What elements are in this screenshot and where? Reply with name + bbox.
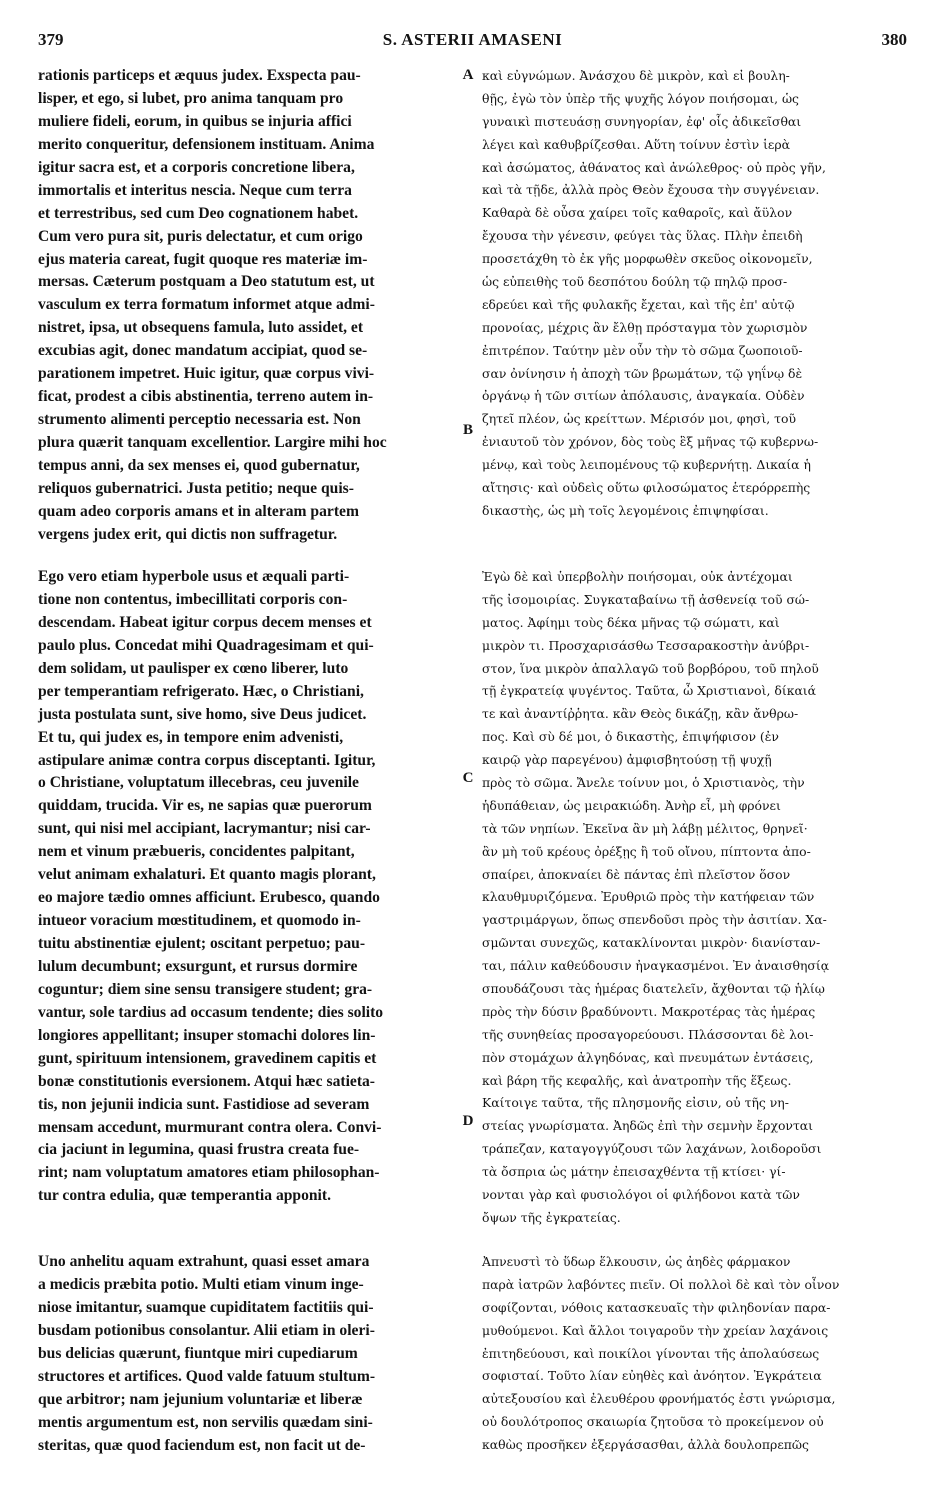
text-line: lulum decumbunt; exsurgunt, et rursus dormire — [38, 957, 358, 975]
text-line: πρὸς τὸ σῶμα. Ἄνελε τοίνυν μοι, ὁ Χριστιανὸς, τὴν — [482, 775, 805, 791]
text-line: πος. Καὶ σὺ δέ μοι, ὁ δικαστὴς, ἐπιψήφισον (ἐν — [482, 729, 779, 745]
text-line: ὀργάνῳ ἡ τῶν σιτίων ἀπόλαυσις, ἀναγκαία. Οὐδὲν — [482, 388, 805, 404]
text-line: κλαυθμυριζόμενα. Ἐρυθριῶ πρὸς τὴν κατήφειαν τῶν — [482, 889, 815, 905]
text-line: bonæ constitutionis eversionem. Atqui hæc satieta- — [38, 1072, 376, 1090]
text-line: igitur sacra est, et a corporis concretione libera, — [38, 158, 355, 176]
greek-paragraph-1 — [482, 65, 906, 523]
text-line: dem solidam, ut paulisper ex cœno liberer, luto — [38, 659, 349, 677]
text-line: tempus anni, da sex menses ei, quod gubernatur, — [38, 456, 360, 474]
text-line: Καίτοιγε ταῦτα, τῆς πλησμονῆς εἰσιν, οὐ τῆς νη- — [482, 1095, 789, 1111]
text-line: τῆς ἰσομοιρίας. Συγκαταβαίνω τῇ ἀσθενείᾳ τοῦ σώ- — [482, 591, 810, 607]
text-line: nem et vinum præbueris, concidentes palpitant, — [38, 843, 355, 861]
text-line: ficat, prodest a cibis abstinentia, terreno autem in- — [38, 388, 374, 406]
text-line: parationem impetret. Huic igitur, quæ corpus vivi- — [38, 365, 375, 383]
text-line: ζητεῖ πλέον, ὡς κρείττων. Μέρισόν μοι, φησὶ, τοῦ — [482, 411, 797, 427]
text-line: bus delicias quærunt, fiuntque miri cupediarum — [38, 1344, 358, 1362]
text-line: steritas, quæ quod faciendum est, non facit ut de- — [38, 1436, 366, 1454]
text-line: καιρῷ γὰρ παρεγένου) ἀμφισβητούσῃ τῇ ψυχῇ — [482, 752, 772, 768]
text-line: Καθαρὰ δὲ οὖσα χαίρει τοῖς καθαροῖς, καὶ ἄϋλον — [482, 205, 793, 221]
text-line: εδρεύει καὶ τῆς φυλακῆς ἔχεται, καὶ τῆς ἐπ' αὐτῷ — [482, 296, 795, 312]
text-line: καὶ τὰ τῇδε, ἀλλὰ πρὸς Θεὸν ἔχουσα τὴν συγγένειαν. — [482, 182, 820, 198]
text-line: tis, non jejunii indicia sunt. Fastidiose ad severam — [38, 1095, 370, 1113]
running-header — [38, 30, 907, 58]
text-line: tione non contentus, imbecillitati corporis con- — [38, 590, 348, 608]
text-line: nistret, ipsa, ut obsequens famula, luto assidet, et — [38, 319, 364, 337]
text-line: μυθούμενοι. Καὶ ἄλλοι τοιγαροῦν τὴν χρείαν λαχάνοις — [482, 1322, 829, 1338]
text-line: καθὼς προσῆκεν ἐξεργάσασθαι, ἀλλὰ δουλοπρεπῶς — [482, 1437, 809, 1453]
text-line: excubias agit, donec mandatum accipiat, quod se- — [38, 342, 368, 360]
text-line: per temperantiam refrigerato. Hæc, o Christiani, — [38, 682, 364, 700]
text-line: tur contra edulia, quæ temperantia apponit. — [38, 1187, 331, 1205]
text-line: σοφισταί. Τοῦτο λίαν εὐηθὲς καὶ ἀνόητον. Ἐγκράτεια — [482, 1368, 822, 1384]
text-line: ἐπιτηδεύουσι, καὶ ποικίλοι γίνονται τῆς ἀπολαύσεως — [482, 1345, 820, 1361]
text-line: τὰ ὄσπρια ὡς μάτην ἐπεισαχθέντα τῇ κτίσει· γί- — [482, 1164, 786, 1180]
text-line: καὶ βάρη τῆς κεφαλῆς, καὶ ἀνατροπὴν τῆς ἕξεως. — [482, 1072, 792, 1088]
text-line: προνοίας, μέχρις ἂν ἔλθῃ πρόσταγμα τὸν χωρισμὸν — [482, 319, 808, 335]
text-line: coguntur; diem sine sensu transigere student; gra- — [38, 980, 373, 998]
text-line: astipulare animæ contra corpus disceptanti. Igitur, — [38, 751, 376, 769]
text-line: quiddam, trucida. Vir es, ne sapias quæ puerorum — [38, 797, 372, 815]
text-line: τὰ τῶν νηπίων. Ἐκεῖνα ἂν μὴ λάβῃ μέλιτος, θρηνεῖ· — [482, 820, 808, 836]
text-line: immortalis et interitus nescia. Neque cum terra — [38, 181, 352, 199]
text-line: σαν ὀνίνησιν ἡ ἀποχὴ τῶν βρωμάτων, τῷ γηΐνῳ δὲ — [482, 365, 803, 381]
text-line: eo majore tædio omnes afficiunt. Erubesco, quando — [38, 889, 380, 907]
greek-paragraph-3 — [482, 1251, 906, 1457]
text-line: muliere fideli, eorum, in quibus se injuria affici — [38, 112, 352, 130]
text-line: παρὰ ἰατρῶν λαβόντες πιεῖν. Οἱ πολλοὶ δὲ καὶ τὸν οἶνον — [482, 1276, 840, 1292]
text-line: σμῶνται συνεχῶς, κατακλίνονται μικρὸν· διανίσταν- — [482, 935, 821, 951]
section-marker-d: D — [462, 1113, 474, 1129]
text-line: στον, ἵνα μικρὸν ἀπαλλαγῶ τοῦ βορβόρου, τοῦ πηλοῦ — [482, 660, 819, 676]
running-title: S. ASTERII AMASENI — [382, 30, 563, 49]
text-line: δικαστὴς, ὡς μὴ τοῖς λεγομένοις ἐπιψηφίσαι. — [482, 502, 769, 518]
text-line: νονται γὰρ καὶ φυσιολόγοι οἱ φιλήδονοι κατὰ τῶν — [482, 1187, 800, 1203]
text-line: mersas. Cæterum postquam a Deo statutum est, ut — [38, 273, 375, 291]
text-line: γαστριμάργων, ὅπως σπενδοῦσι πρὸς τὴν ἀσιτίαν. Χα- — [482, 912, 827, 928]
text-line: o Christiane, voluptatum illecebras, ceu juvenile — [38, 774, 359, 792]
text-line: ὄψων τῆς ἐγκρατείας. — [482, 1209, 621, 1225]
text-line: σπουδάζουσι τὰς ἡμέρας διατελεῖν, ἄχθονται τῷ ἡλίῳ — [482, 981, 825, 997]
section-marker-c: C — [462, 770, 474, 786]
text-line: ἔχουσα τὴν γένεσιν, φεύγει τὰς ὕλας. Πλὴν ἐπειδὴ — [482, 228, 803, 244]
text-line: ται, πάλιν καθεύδουσιν ἠναγκασμένοι. Ἐν ἀναισθησίᾳ — [482, 958, 830, 974]
text-line: ἐνιαυτοῦ τὸν χρόνον, δὸς τοὺς ἓξ μῆνας τῷ κυβερνω- — [482, 434, 819, 450]
text-line: et terrestribus, sed cum Deo cognationem habet. — [38, 204, 359, 222]
text-line: Et tu, qui judex es, in tempore enim advenisti, — [38, 728, 344, 746]
text-line: γυναικὶ πιστευάσῃ συνηγορίαν, ἐφ' οἷς ἀδικεῖσθαι — [482, 113, 802, 129]
section-marker-a: A — [462, 67, 474, 83]
text-line: mensam accedunt, murmurant contra olera. Convi- — [38, 1118, 382, 1136]
text-line: gunt, spirituum intensionem, gravedinem capitis et — [38, 1049, 377, 1067]
text-line: τράπεζαν, καταγογγύζουσι τῶν λαχάνων, λοιδοροῦσι — [482, 1141, 822, 1157]
text-line: μένῳ, καὶ τοὺς λειπομένους τῷ κυβερνήτῃ. Δικαία ἡ — [482, 457, 811, 473]
greek-paragraph-2 — [482, 566, 906, 1230]
text-line: velut animam exhalaturi. Et quanto magis plorant, — [38, 866, 376, 884]
page-number-right: 380 — [881, 30, 907, 49]
text-line: λέγει καὶ καθυβρίζεσθαι. Αὕτη τοίνυν ἐστὶν ἱερὰ — [482, 136, 790, 152]
text-line: strumento alimenti perceptio necessaria est. Non — [38, 411, 361, 429]
text-line: structores et artifices. Quod valde fatuum stultum- — [38, 1367, 376, 1385]
text-line: ἡδυπάθειαν, ὡς μειρακιώδη. Ἀνὴρ εἶ, μὴ φρόνει — [482, 797, 781, 813]
text-line: ὡς εὐπειθὴς τοῦ δεσπότου δούλη τῷ πηλῷ προσ- — [482, 274, 788, 290]
text-line: ejus materia careat, fugit quoque res materiæ im- — [38, 250, 368, 268]
text-line: tuitu abstinentiæ ejulent; oscitant perpetuo; pau- — [38, 935, 366, 952]
text-line: longiores appellitant; insuper stomachi dolores lin- — [38, 1026, 376, 1044]
text-line: σοφίζονται, νόθοις κατασκευαῖς τὴν φιληδονίαν παρα- — [482, 1299, 831, 1315]
latin-paragraph-2 — [38, 566, 458, 1208]
text-line: αὐτεξουσίου καὶ ἐλευθέρου φρονήματός ἐστι γνώρισμα, — [482, 1391, 836, 1407]
text-line: στείας γνωρίσματα. Ἀηδῶς ἐπὶ τὴν σεμνὴν ἔρχονται — [482, 1118, 814, 1134]
text-line: a medicis præbita potio. Multi etiam vinum inge- — [38, 1275, 364, 1293]
text-line: vasculum ex terra formatum informet atque admi- — [38, 296, 375, 314]
text-line: intueor voracium mœstitudinem, et quomodo in- — [38, 912, 361, 930]
latin-paragraph-1 — [38, 65, 458, 547]
text-line: justa postulata sunt, sive homo, sive Deus judicet. — [38, 705, 367, 723]
text-line: καὶ ἀσώματος, ἀθάνατος καὶ ἀνώλεθρος· οὐ πρὸς γῆν, — [482, 159, 826, 175]
text-line: σπαίρει, ἀποκναίει δὲ πάντας ἐπὶ πλεῖστον ὅσον — [482, 866, 791, 882]
text-line: vergens judex erit, qui dictis non suffragetur. — [38, 525, 338, 543]
text-line: οὐ δουλότροπος σκαιωρία ζητοῦσα τὸ προκείμενον οὐ — [482, 1414, 824, 1430]
text-line: θῇς, ἐγὼ τὸν ὑπὲρ τῆς ψυχῆς λόγον ποιήσομαι, ὡς — [482, 90, 799, 106]
text-line: πρὸς τὴν δύσιν βραδύνοντι. Μακροτέρας τὰς ἡμέρας — [482, 1003, 816, 1019]
latin-paragraph-3 — [38, 1251, 458, 1457]
text-line: busdam potionibus consolantur. Alii etiam in oleri- — [38, 1321, 375, 1339]
text-line: rationis particeps et æquus judex. Exspecta pau- — [38, 67, 361, 84]
text-line: que arbitror; nam jejunium voluntariæ et liberæ — [38, 1390, 363, 1408]
text-line: ματος. Ἀφίημι τοὺς δέκα μῆνας τῷ σώματι, καὶ — [482, 614, 780, 630]
text-line: merito conqueritur, defensionem instituam. Anima — [38, 135, 375, 153]
text-line: τε καὶ ἀναντίῤῥητα. κἂν Θεὸς δικάζῃ, κἂν ἄνθρω- — [482, 706, 799, 722]
section-marker-b: B — [462, 422, 473, 438]
text-line: reliquos gubernatrici. Justa petitio; neque quis- — [38, 479, 354, 497]
text-line: Uno anhelitu aquam extrahunt, quasi esset amara — [38, 1253, 370, 1270]
text-line: Ἐγὼ δὲ καὶ ὑπερβολὴν ποιήσομαι, οὐκ ἀντέχομαι — [482, 569, 793, 584]
text-line: πὸν στομάχων ἀλγηδόνας, καὶ πνευμάτων ἐντάσεις, — [482, 1049, 814, 1065]
text-line: quam adeo corporis amans et in alteram partem — [38, 502, 359, 520]
text-line: lisper, et ego, si lubet, pro anima tanquam pro — [38, 89, 344, 107]
text-line: καὶ εὐγνώμων. Ἀνάσχου δὲ μικρὸν, καὶ εἰ βουλη- — [482, 68, 790, 83]
text-line: Cum vero pura sit, puris delectatur, et cum origo — [38, 227, 363, 245]
text-line: niose imitantur, suamque cupiditatem factitiis qui- — [38, 1298, 374, 1316]
text-line: sunt, qui nisi mel accipiant, lacrymantur; nisi car- — [38, 820, 371, 838]
text-line: Ἀπνευστὶ τὸ ὕδωρ ἕλκουσιν, ὡς ἀηδὲς φάρμακον — [482, 1254, 791, 1269]
text-line: μικρὸν τι. Προσχαρισάσθω Τεσσαρακοστὴν ἀνύβρι- — [482, 637, 810, 653]
text-line: plura quærit tanquam excellentior. Largire mihi hoc — [38, 434, 387, 451]
text-line: τῆς συνηθείας προσαγορεύουσι. Πλάσσονται δὲ λοι- — [482, 1026, 814, 1042]
text-line: προσετάχθη τὸ ἐκ γῆς μορφωθὲν σκεῦος οἰκονομεῖν, — [482, 251, 813, 267]
text-line: αἴτησις· καὶ οὐδεὶς οὕτω φιλοσώματος ἑτερόρρεπὴς — [482, 480, 811, 496]
text-line: paulo plus. Concedat mihi Quadragesimam et qui- — [38, 636, 374, 654]
page-number-left: 379 — [38, 30, 64, 49]
text-line: ἂν μὴ τοῦ κρέους ὀρέξῃς ἢ τοῦ οἴνου, πίπτοντα ἀπο- — [482, 843, 811, 859]
text-line: vantur, sole tardius ad occasum tendente; dies solito — [38, 1003, 384, 1021]
text-line: rint; nam voluptatum amatores etiam philosophan- — [38, 1164, 380, 1182]
text-line: mentis argumentum est, non servilis quædam sini- — [38, 1413, 373, 1431]
text-line: cia jaciunt in legumina, quasi frustra creata fue- — [38, 1141, 360, 1159]
text-line: Ego vero etiam hyperbole usus et æquali parti- — [38, 568, 350, 585]
text-line: descendam. Habeat igitur corpus decem menses et — [38, 613, 372, 631]
text-line: τῇ ἐγκρατείᾳ ψυγέντος. Ταῦτα, ὦ Χριστιανοὶ, δίκαιά — [482, 683, 817, 699]
text-line: ἐπιτρέπον. Ταύτην μὲν οὖν τὴν τὸ σῶμα ζωοποιοῦ- — [482, 342, 803, 358]
